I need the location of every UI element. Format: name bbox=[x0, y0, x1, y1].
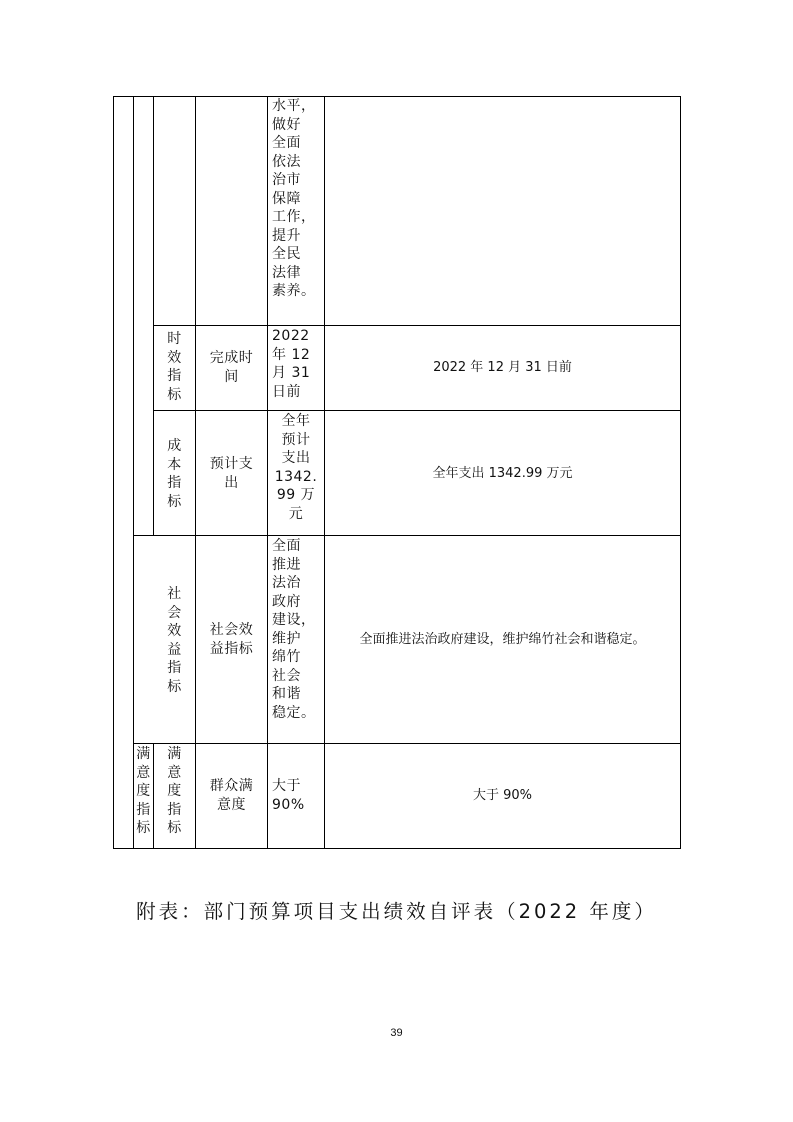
table-bottom-border bbox=[113, 848, 681, 849]
row-divider bbox=[133, 535, 681, 536]
actual-value-cell: 2022 年 12 月 31 日前 bbox=[433, 360, 572, 375]
indicator-target-cell: 水平， 做好 全面 依法 治市 保障 工作， 提升 全民 法律 素养。 bbox=[272, 98, 316, 299]
level3-indicator-cell: 预计支 出 bbox=[209, 456, 254, 491]
level3-indicator-cell: 群众满 意度 bbox=[209, 778, 254, 813]
column-divider bbox=[133, 96, 134, 849]
table-top-border bbox=[113, 96, 681, 97]
indicator-target-cell: 全年 预计 支出 1342. 99 万 元 bbox=[274, 413, 318, 522]
level2-indicator-cell: 时 效 指 标 bbox=[167, 331, 182, 403]
actual-value-cell: 大于 90% bbox=[472, 788, 533, 803]
row-divider bbox=[133, 743, 681, 744]
actual-value-cell: 全年支出 1342.99 万元 bbox=[432, 466, 573, 481]
indicator-target-cell: 2022 年 12 月 31 日前 bbox=[272, 328, 311, 400]
row-divider bbox=[153, 325, 681, 326]
row-divider bbox=[153, 410, 681, 411]
indicator-target-cell: 大于 90% bbox=[272, 778, 305, 813]
level3-indicator-cell: 社会效 益指标 bbox=[209, 622, 254, 657]
table-left-border bbox=[113, 96, 114, 849]
indicator-target-cell: 全面 推进 法治 政府 建设， 维护 绵竹 社会 和谐 稳定。 bbox=[272, 538, 316, 721]
table-right-border bbox=[680, 96, 681, 849]
actual-value-cell: 全面推进法治政府建设，维护绵竹社会和谐稳定。 bbox=[359, 632, 646, 647]
level2-indicator-cell: 成 本 指 标 bbox=[167, 438, 182, 510]
page-number: 39 bbox=[390, 1027, 403, 1039]
level2-indicator-cell: 满 意 度 指 标 bbox=[167, 746, 182, 836]
level2-indicator-cell: 社 会 效 益 指 标 bbox=[167, 586, 182, 695]
level3-indicator-cell: 完成时 间 bbox=[209, 350, 254, 385]
level1-indicator-cell: 满 意 度 指 标 bbox=[136, 746, 151, 836]
appendix-caption: 附表：部门预算项目支出绩效自评表（2022 年度） bbox=[136, 900, 657, 923]
